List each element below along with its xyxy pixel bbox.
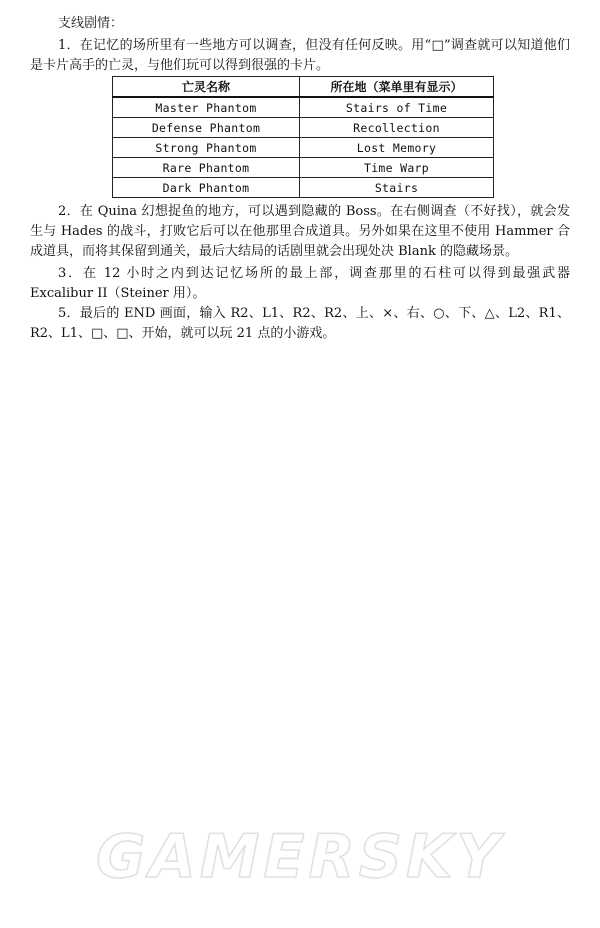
location-cell: Stairs bbox=[300, 178, 494, 198]
table-row bbox=[113, 158, 494, 178]
paragraph-4: 5．最后的 END 画面，输入 R2、L1、R2、R2、上、×、右、○、下、△、L2、R1、R2、L1、□、□、开始，就可以玩 21 点的小游戏。 bbox=[30, 306, 570, 341]
phantom-table bbox=[112, 76, 494, 198]
table-row bbox=[113, 178, 494, 198]
watermark-logo: GAMERSKY bbox=[96, 822, 504, 892]
table-row bbox=[113, 118, 494, 138]
location-cell: Lost Memory bbox=[300, 138, 494, 158]
phantom-name-cell: Strong Phantom bbox=[113, 138, 300, 158]
section-heading: 支线剧情： bbox=[58, 16, 124, 31]
table-header-row bbox=[113, 77, 494, 98]
paragraph-1: 1．在记忆的场所里有一些地方可以调查，但没有任何反映。用“□”调查就可以知道他们是卡片高手的亡灵，与他们玩可以得到很强的卡片。 bbox=[30, 38, 570, 73]
header-location: 所在地（菜单里有显示） bbox=[300, 77, 494, 98]
phantom-name-cell: Master Phantom bbox=[113, 97, 300, 118]
header-phantom-name: 亡灵名称 bbox=[113, 77, 300, 98]
phantom-name-cell: Rare Phantom bbox=[113, 158, 300, 178]
paragraph-3: 3．在 12 小时之内到达记忆场所的最上部，调查那里的石柱可以得到最强武器 Excalibur II（Steiner 用）。 bbox=[30, 266, 570, 301]
table-row bbox=[113, 97, 494, 118]
paragraph-2: 2．在 Quina 幻想捉鱼的地方，可以遇到隐藏的 Boss。在右侧调查（不好找），就会发生与 Hades 的战斗，打败它后可以在他那里合成道具。另外如果在这里不使用 Hammer 合成道具，而将其保留到通关，最后大结局的话剧里就会出现处决 Blank 的隐藏场景。 bbox=[30, 204, 570, 259]
phantom-name-cell: Defense Phantom bbox=[113, 118, 300, 138]
location-cell: Stairs of Time bbox=[300, 97, 494, 118]
location-cell: Recollection bbox=[300, 118, 494, 138]
phantom-name-cell: Dark Phantom bbox=[113, 178, 300, 198]
table-row bbox=[113, 138, 494, 158]
location-cell: Time Warp bbox=[300, 158, 494, 178]
